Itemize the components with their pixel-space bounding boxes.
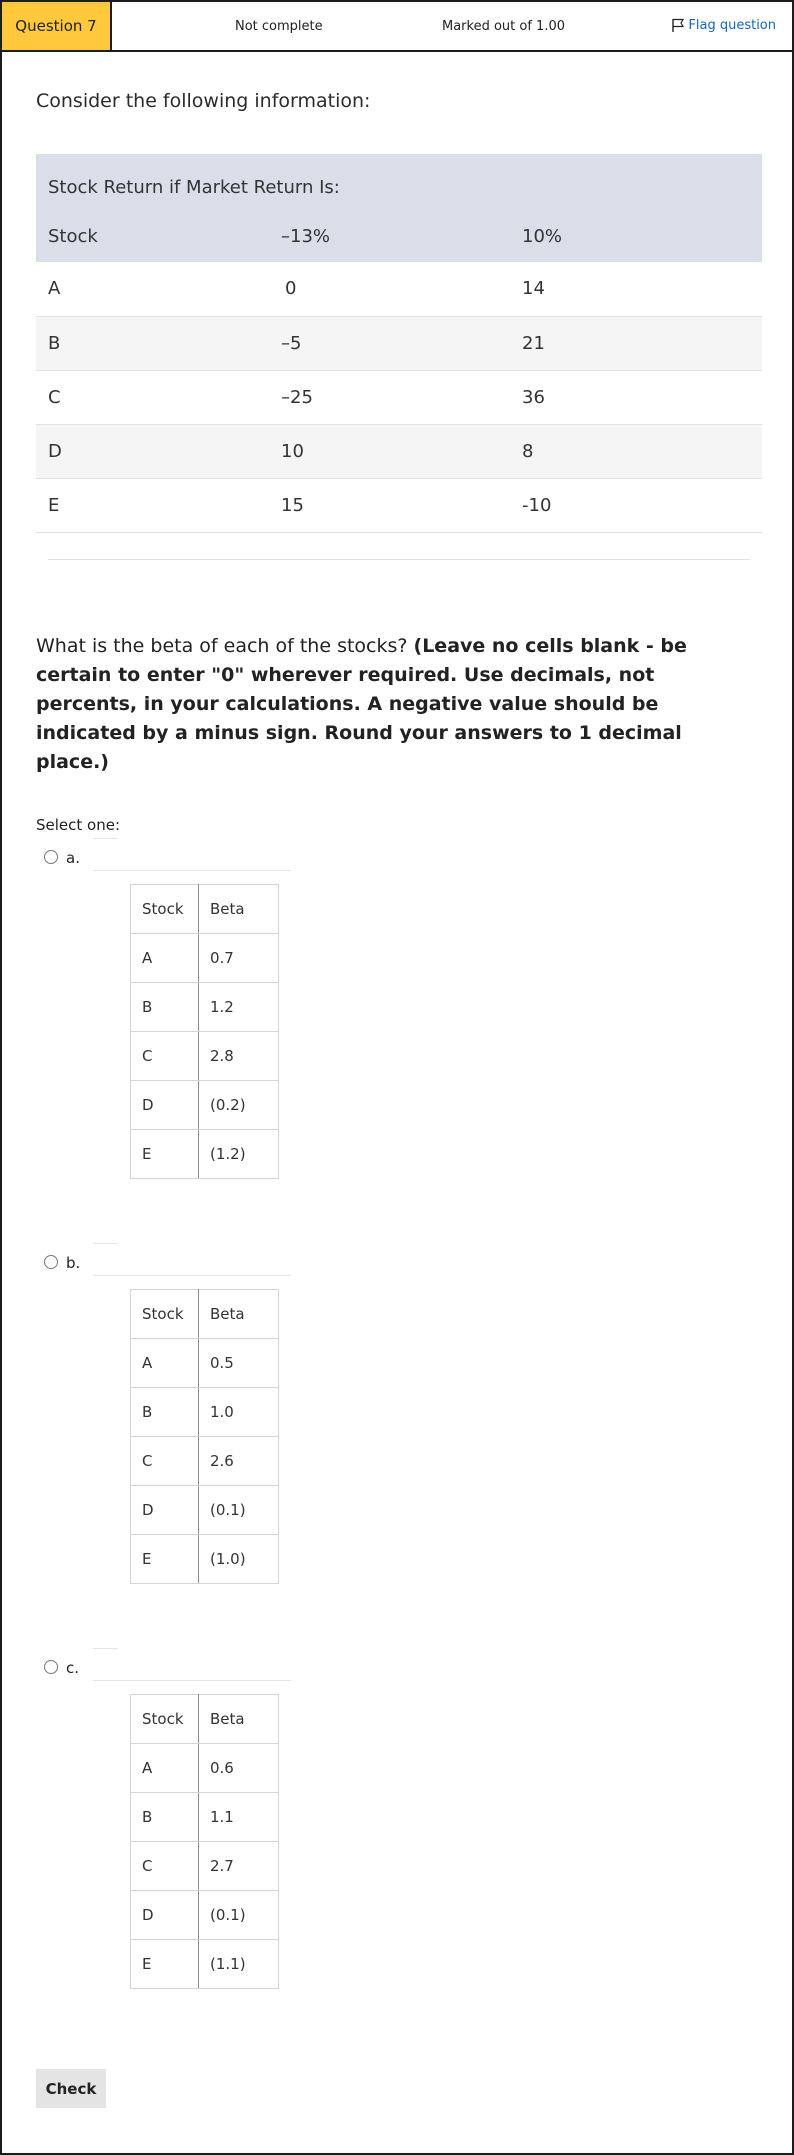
return-up-cell: -10 [522,478,762,532]
header-beta: Beta [199,885,279,934]
table-row [131,1081,279,1130]
table-row [131,1486,279,1535]
header-beta: Beta [199,1695,279,1744]
table-row [131,1744,279,1793]
table-row [131,1940,279,1989]
beta-cell: (0.1) [199,1891,279,1940]
stock-cell: B [131,1388,199,1437]
stock-cell: A [131,934,199,983]
info-header-minus13: –13% [281,210,522,262]
table-row [36,370,762,424]
beta-cell: 0.6 [199,1744,279,1793]
option-a-letter: a. [66,849,80,867]
return-down-cell: 0 [281,262,522,316]
table-row [131,1130,279,1179]
table-row [131,1339,279,1388]
marks-info: Marked out of 1.00 [442,19,566,34]
table-row [131,1290,279,1339]
info-header-10: 10% [522,210,762,262]
option-c-radio[interactable] [44,1660,58,1674]
divider [93,1680,291,1681]
return-down-cell: 15 [281,478,522,532]
question-text [36,632,756,777]
table-row [36,478,762,532]
return-up-cell: 21 [522,316,762,370]
table-row [131,1032,279,1081]
stock-cell: E [131,1535,199,1584]
return-up-cell: 14 [522,262,762,316]
info-table-caption-row [36,154,762,210]
header-beta: Beta [199,1290,279,1339]
select-one-label: Select one: [36,816,121,834]
divider [93,870,291,871]
stock-cell: A [36,262,281,316]
option-b-letter: b. [66,1254,81,1272]
return-down-cell: –25 [281,370,522,424]
beta-cell: 0.5 [199,1339,279,1388]
beta-cell: (1.1) [199,1940,279,1989]
header-stock: Stock [131,885,199,934]
option-b-table [130,1289,279,1584]
divider [93,1243,118,1244]
table-row [36,262,762,316]
stock-cell: D [131,1486,199,1535]
beta-cell: 1.1 [199,1793,279,1842]
stock-cell: C [131,1437,199,1486]
beta-cell: (0.2) [199,1081,279,1130]
stock-cell: D [131,1081,199,1130]
stock-cell: D [36,424,281,478]
table-row [131,1695,279,1744]
stock-cell: E [131,1130,199,1179]
flag-question-label: Flag question [688,18,776,33]
return-down-cell: 10 [281,424,522,478]
option-c-letter: c. [66,1659,80,1677]
table-row [131,1842,279,1891]
table-row [131,983,279,1032]
info-table-header-row [36,210,762,262]
beta-cell: 1.0 [199,1388,279,1437]
stock-cell: C [131,1032,199,1081]
intro-text: Consider the following information: [36,90,371,112]
return-up-cell: 8 [522,424,762,478]
return-up-cell: 36 [522,370,762,424]
header-stock: Stock [131,1290,199,1339]
option-a-radio[interactable] [44,850,58,864]
divider [93,838,118,839]
info-header-stock: Stock [36,210,281,262]
table-row [131,934,279,983]
completion-state: Not complete [235,19,323,34]
question-number: Question 7 [2,2,112,50]
stock-cell: D [131,1891,199,1940]
beta-cell: (1.0) [199,1535,279,1584]
stock-cell: C [131,1842,199,1891]
table-row [36,424,762,478]
stock-cell: B [131,1793,199,1842]
check-button[interactable]: Check [36,2069,106,2108]
header-stock: Stock [131,1695,199,1744]
stock-cell: A [131,1744,199,1793]
question-instructions: (Leave no cells blank - be certain to enter "0" wherever required. Use decimals, not percents, in your calculations. A negative value should be indicated by a minus sign. Round your answers to 1 decimal place.) [36,635,687,773]
beta-cell: (0.1) [199,1486,279,1535]
stock-cell: E [131,1940,199,1989]
table-row [131,1891,279,1940]
beta-cell: 2.7 [199,1842,279,1891]
return-down-cell: –5 [281,316,522,370]
table-row [131,1388,279,1437]
table-row [36,316,762,370]
divider [48,559,750,560]
beta-cell: 0.7 [199,934,279,983]
beta-cell: 2.6 [199,1437,279,1486]
table-row [131,1535,279,1584]
stock-cell: C [36,370,281,424]
option-c-table [130,1694,279,1989]
stock-cell: B [36,316,281,370]
table-row [131,885,279,934]
info-table [36,154,762,533]
table-row [131,1793,279,1842]
option-a-table [130,884,279,1179]
beta-cell: 1.2 [199,983,279,1032]
table-row [131,1437,279,1486]
divider [93,1648,118,1649]
beta-cell: (1.2) [199,1130,279,1179]
divider [93,1275,291,1276]
flag-icon [671,18,685,33]
flag-question-link[interactable] [671,18,776,33]
info-table-caption: Stock Return if Market Return Is: [36,154,762,210]
beta-cell: 2.8 [199,1032,279,1081]
option-b-radio[interactable] [44,1255,58,1269]
stock-cell: B [131,983,199,1032]
stock-cell: A [131,1339,199,1388]
stock-cell: E [36,478,281,532]
question-header [2,2,792,52]
question-prompt: What is the beta of each of the stocks? [36,635,414,657]
